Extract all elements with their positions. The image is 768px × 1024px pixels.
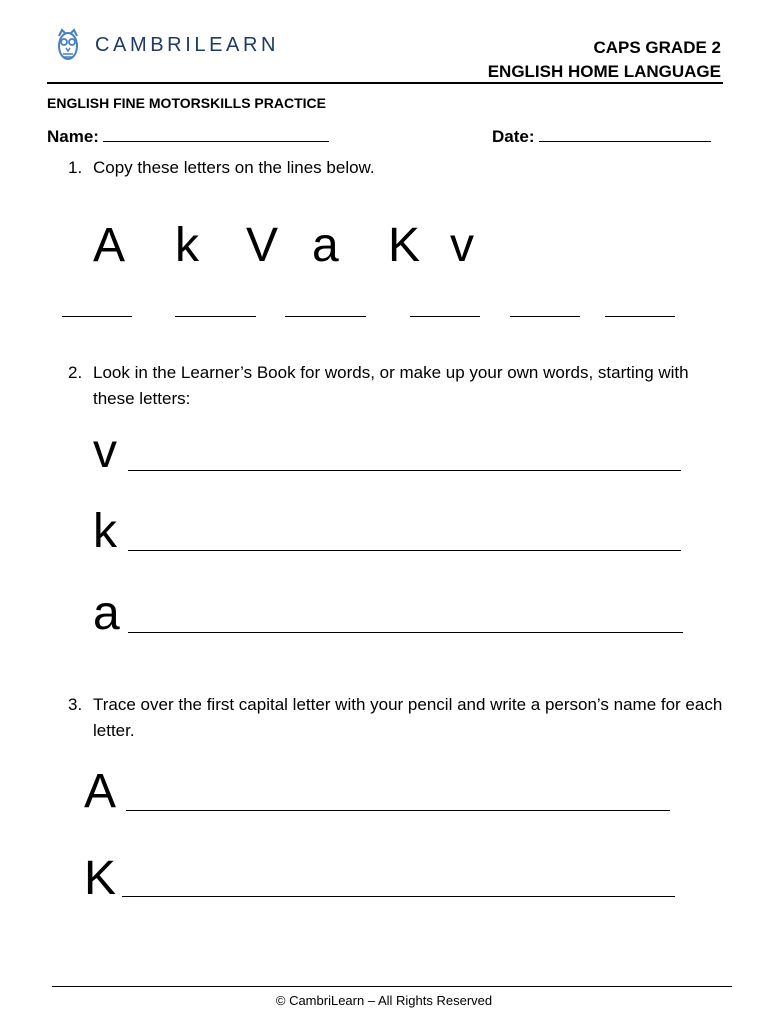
copy-blank-line[interactable]: [410, 316, 480, 317]
copy-letter: v: [450, 219, 474, 272]
question-text: Look in the Learner’s Book for words, or make up your own words, starting with these letters:: [93, 363, 689, 408]
name-write-line[interactable]: [126, 810, 670, 811]
grade-label: CAPS GRADE 2: [593, 38, 721, 57]
owl-icon: [55, 28, 81, 62]
word-letter: a: [93, 587, 120, 640]
subject-label: ENGLISH HOME LANGUAGE: [487, 62, 721, 81]
question-2: [68, 360, 723, 412]
word-write-line[interactable]: [128, 470, 681, 471]
footer-divider: [52, 986, 732, 987]
copy-letter: k: [175, 219, 199, 272]
question-text: Copy these letters on the lines below.: [93, 158, 375, 177]
copy-blank-line[interactable]: [285, 316, 366, 317]
copy-blank-line[interactable]: [175, 316, 256, 317]
question-number: 3.: [68, 695, 83, 714]
name-trace-letter[interactable]: A: [84, 765, 117, 818]
question-number: 1.: [68, 158, 83, 177]
name-write-line[interactable]: [122, 896, 675, 897]
brand-logo: [55, 28, 279, 62]
name-trace-letter[interactable]: K: [84, 852, 117, 905]
question-1: [68, 155, 723, 181]
worksheet-title: ENGLISH FINE MOTORSKILLS PRACTICE: [47, 95, 326, 111]
word-write-line[interactable]: [128, 632, 683, 633]
name-field[interactable]: [47, 126, 329, 147]
date-label: Date:: [492, 127, 535, 146]
question-number: 2.: [68, 363, 83, 382]
grade-block: [488, 36, 721, 84]
question-3: [68, 692, 723, 744]
question-text: Trace over the first capital letter with your pencil and write a person’s name for each letter.: [93, 695, 723, 740]
copyright-text: © CambriLearn – All Rights Reserved: [275, 993, 493, 1008]
copy-letter: K: [388, 219, 421, 272]
copy-blank-line[interactable]: [62, 316, 132, 317]
copy-letter: a: [312, 219, 339, 272]
word-write-line[interactable]: [128, 550, 681, 551]
date-line[interactable]: [539, 126, 711, 142]
word-letter: k: [93, 505, 117, 558]
header-divider: [47, 82, 723, 84]
copy-blank-line[interactable]: [510, 316, 580, 317]
copy-letter: V: [246, 219, 279, 272]
name-line[interactable]: [103, 126, 329, 142]
copy-blank-line[interactable]: [605, 316, 675, 317]
copy-letter: A: [93, 219, 126, 272]
word-letter: v: [93, 425, 117, 478]
name-label: Name:: [47, 127, 99, 146]
date-field[interactable]: [492, 126, 711, 147]
brand-name: CAMBRILEARN: [95, 33, 280, 56]
